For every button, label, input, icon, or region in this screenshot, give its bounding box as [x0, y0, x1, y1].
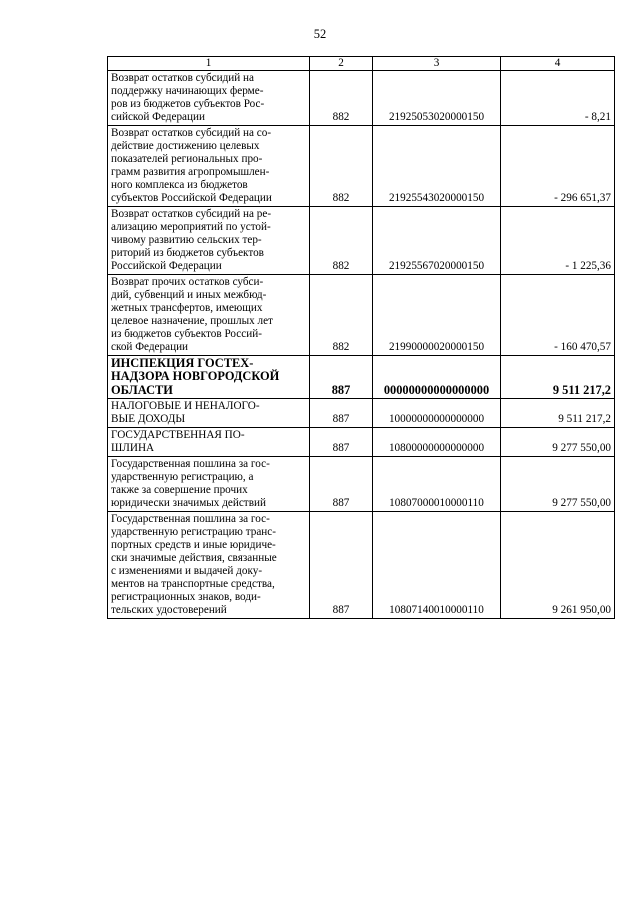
- row-kbk-cell: [373, 71, 501, 126]
- row-kbk-cell: [373, 399, 501, 428]
- row-amount-cell: [501, 457, 615, 512]
- row-name-text: Возврат прочих остатков субси- дий, субвенций и иных межбюд- жетных трансфертов, имеющих целевое назначение, прошлых лет из бюджетов субъектов Россий- ской Федерации: [111, 276, 273, 353]
- table-row: [108, 71, 615, 126]
- row-amount-cell: [501, 399, 615, 428]
- row-code-text: 887: [332, 604, 350, 617]
- table-body: [108, 57, 615, 619]
- row-kbk-text: 10800000000000000: [388, 442, 485, 455]
- row-amount-text: 9 277 550,00: [552, 442, 611, 455]
- row-code-cell: [310, 428, 373, 457]
- row-name-cell: [108, 126, 310, 207]
- row-amount-text: - 296 651,37: [554, 192, 611, 204]
- table-row: [108, 399, 615, 428]
- row-amount-cell: [501, 71, 615, 126]
- table-row: [108, 126, 615, 207]
- row-amount-text: - 1 225,36: [565, 260, 611, 272]
- row-amount-cell: [501, 275, 615, 356]
- row-kbk-text: 21925567020000150: [388, 260, 485, 272]
- row-code-cell: [310, 207, 373, 275]
- table-header-row: [108, 57, 615, 71]
- row-code-cell: [310, 512, 373, 619]
- column-header: 3: [373, 57, 501, 71]
- row-kbk-text: 10000000000000000: [388, 413, 485, 426]
- row-name-cell: [108, 428, 310, 457]
- row-code-text: 882: [332, 341, 350, 353]
- row-name-text: ГОСУДАРСТВЕННАЯ ПО- ШЛИНА: [111, 429, 245, 455]
- column-header: 2: [310, 57, 373, 71]
- row-kbk-text: 21925053020000150: [388, 111, 485, 123]
- row-name-cell: [108, 356, 310, 399]
- table-row: [108, 512, 615, 619]
- row-name-cell: [108, 207, 310, 275]
- row-name-cell: [108, 512, 310, 619]
- row-code-cell: [310, 126, 373, 207]
- row-amount-cell: [501, 207, 615, 275]
- row-name-text: Государственная пошлина за гос- ударственную регистрацию транс- портных средств и иные юридиче- ски значимые действия, связанные с изменениями и выдачей доку- ментов на транспортные средства, регистрационных знаков, води- тельских удостоверений: [111, 513, 277, 617]
- row-code-text: 882: [332, 111, 350, 123]
- row-amount-text: 9 261 950,00: [552, 604, 611, 617]
- row-code-text: 887: [331, 382, 351, 397]
- row-kbk-cell: [373, 275, 501, 356]
- row-kbk-cell: [373, 126, 501, 207]
- row-code-cell: [310, 457, 373, 512]
- row-name-cell: [108, 71, 310, 126]
- row-name-text: Возврат остатков субсидий на ре- ализацию мероприятий по устой- чивому развитию сельских тер- риторий из бюджетов субъектов Российской Федерации: [111, 208, 272, 272]
- row-code-cell: [310, 275, 373, 356]
- row-code-text: 882: [332, 192, 350, 204]
- table-row: [108, 275, 615, 356]
- row-code-text: 887: [332, 442, 350, 455]
- row-amount-text: 9 511 217,2: [552, 382, 611, 397]
- table-row: [108, 428, 615, 457]
- row-name-text: Возврат остатков субсидий на со- действие достижению целевых показателей региональных про- грамм развития агропромышлен- ного комплекса из бюджетов субъектов Российской Федерации: [111, 127, 272, 204]
- row-name-text: ИНСПЕКЦИЯ ГОСТЕХ- НАДЗОРА НОВГОРОДСКОЙ ОБЛАСТИ: [111, 356, 280, 397]
- row-name-cell: [108, 457, 310, 512]
- row-kbk-text: 10807140010000110: [389, 604, 484, 617]
- row-code-cell: [310, 399, 373, 428]
- row-kbk-cell: [373, 512, 501, 619]
- row-code-text: 882: [332, 260, 350, 272]
- row-code-cell: [310, 71, 373, 126]
- row-amount-text: - 160 470,57: [554, 341, 611, 353]
- row-amount-cell: [501, 126, 615, 207]
- row-code-cell: [310, 356, 373, 399]
- row-name-cell: [108, 275, 310, 356]
- row-amount-cell: [501, 428, 615, 457]
- row-kbk-cell: [373, 457, 501, 512]
- row-kbk-text: 00000000000000000: [383, 382, 490, 397]
- page-number: 52: [313, 27, 327, 41]
- row-kbk-cell: [373, 356, 501, 399]
- table-row: [108, 356, 615, 399]
- column-header: 4: [501, 57, 615, 71]
- table-row: [108, 207, 615, 275]
- row-name-text: Возврат остатков субсидий на поддержку начинающих ферме- ров из бюджетов субъектов Рос- сийской Федерации: [111, 72, 265, 123]
- row-amount-text: - 8,21: [584, 111, 611, 123]
- row-code-text: 887: [332, 497, 350, 510]
- row-amount-cell: [501, 356, 615, 399]
- row-amount-text: 9 511 217,2: [558, 413, 611, 426]
- row-kbk-text: 21925543020000150: [388, 192, 485, 204]
- row-kbk-cell: [373, 207, 501, 275]
- row-amount-text: 9 277 550,00: [552, 497, 611, 510]
- row-amount-cell: [501, 512, 615, 619]
- row-name-text: Государственная пошлина за гос- ударственную регистрацию, а также за совершение прочих юридически значимых действий: [111, 458, 270, 510]
- table-row: [108, 457, 615, 512]
- row-kbk-text: 21990000020000150: [388, 341, 485, 353]
- column-header: 1: [108, 57, 310, 71]
- row-name-cell: [108, 399, 310, 428]
- row-code-text: 887: [332, 413, 350, 426]
- revenue-table: [107, 56, 615, 619]
- row-kbk-text: 10807000010000110: [389, 497, 484, 510]
- row-name-text: НАЛОГОВЫЕ И НЕНАЛОГО- ВЫЕ ДОХОДЫ: [111, 400, 260, 426]
- row-kbk-cell: [373, 428, 501, 457]
